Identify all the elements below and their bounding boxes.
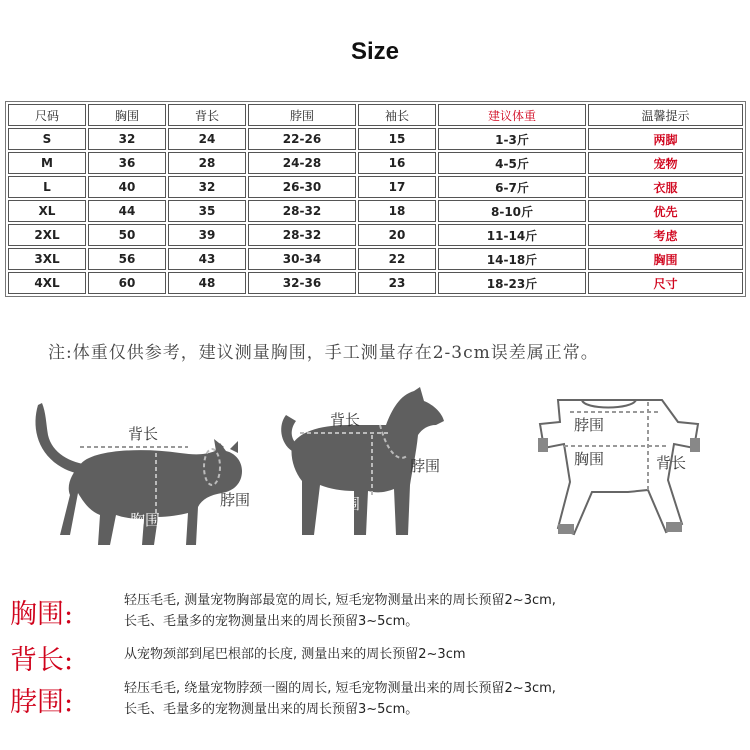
table-cell: 8-10斤 [438,200,586,222]
table-cell: L [8,176,86,198]
table-row [8,248,743,270]
definition-line: 长毛、毛量多的宠物测量出来的周长预留3~5cm。 [124,614,419,629]
table-cell: 20 [358,224,436,246]
table-cell: 衣服 [588,176,743,198]
table-row [8,152,743,174]
table-cell: 11-14斤 [438,224,586,246]
table-cell: 28-32 [248,200,356,222]
size-table [5,101,746,297]
garment-chest-label: 胸围 [574,450,605,468]
table-cell: 1-3斤 [438,128,586,150]
table-cell: 两脚 [588,128,743,150]
table-cell: 15 [358,128,436,150]
garment-figure [518,388,718,553]
definition-line: 轻压毛毛, 绕量宠物脖颈一圈的周长, 短毛宠物测量出来的周长预留2~3cm, [124,681,556,696]
dog-back-label: 背长 [330,411,361,429]
table-cell: 4XL [8,272,86,294]
table-cell: 56 [88,248,166,270]
table-cell: XL [8,200,86,222]
table-cell: 23 [358,272,436,294]
table-row [8,224,743,246]
table-cell: 30-34 [248,248,356,270]
garment-neck-label: 脖围 [574,416,605,434]
table-cell: 4-5斤 [438,152,586,174]
header-neck: 脖围 [248,104,356,126]
table-cell: 43 [168,248,246,270]
definition-neck [10,676,740,726]
table-cell: 14-18斤 [438,248,586,270]
definition-term: 胸围: [10,599,74,630]
table-cell: 24-28 [248,152,356,174]
header-back: 背长 [168,104,246,126]
page-title: Size [350,38,400,65]
table-cell: 44 [88,200,166,222]
table-cell: 39 [168,224,246,246]
definition-line: 从宠物颈部到尾巴根部的长度, 测量出来的周长预留2~3cm [124,647,466,662]
cat-neck-label: 脖围 [220,491,251,509]
table-row [8,272,743,294]
table-cell: 24 [168,128,246,150]
table-cell: 22-26 [248,128,356,150]
table-cell: 尺寸 [588,272,743,294]
definition-chest [10,588,740,634]
definition-text [124,644,466,665]
table-cell: 28-32 [248,224,356,246]
header-tip: 温馨提示 [588,104,743,126]
cat-back-label: 背长 [128,425,159,443]
table-cell: 16 [358,152,436,174]
table-cell: M [8,152,86,174]
header-chest: 胸围 [88,104,166,126]
table-header-row [8,104,743,126]
header-size: 尺码 [8,104,86,126]
dog-chest-label: 胸围 [330,495,361,513]
table-cell: 6-7斤 [438,176,586,198]
table-cell: 60 [88,272,166,294]
definition-text [124,590,556,632]
table-cell: 28 [168,152,246,174]
table-cell: 35 [168,200,246,222]
table-cell: 考虑 [588,224,743,246]
definition-term: 脖围: [10,687,74,718]
definition-line: 长毛、毛量多的宠物测量出来的周长预留3~5cm。 [124,702,419,717]
table-cell: 18 [358,200,436,222]
table-cell: S [8,128,86,150]
garment-back-label: 背长 [656,454,687,472]
definition-line: 轻压毛毛, 测量宠物胸部最宽的周长, 短毛宠物测量出来的周长预留2~3cm, [124,593,556,608]
table-cell: 48 [168,272,246,294]
measurement-note: 注:体重仅供参考，建议测量胸围，手工测量存在2-3cm误差属正常。 [48,343,599,363]
dog-figure [268,385,468,550]
table-cell: 22 [358,248,436,270]
dog-neck-label: 脖围 [410,457,441,475]
cat-figure [30,395,255,555]
table-cell: 50 [88,224,166,246]
definition-text [124,678,556,720]
table-row [8,128,743,150]
table-cell: 32 [88,128,166,150]
table-cell: 36 [88,152,166,174]
table-cell: 胸围 [588,248,743,270]
cat-chest-label: 胸围 [130,511,161,529]
definition-back [10,638,740,678]
table-row [8,176,743,198]
table-cell: 3XL [8,248,86,270]
table-cell: 32-36 [248,272,356,294]
table-cell: 2XL [8,224,86,246]
table-cell: 17 [358,176,436,198]
table-row [8,200,743,222]
table-cell: 32 [168,176,246,198]
table-cell: 18-23斤 [438,272,586,294]
table-cell: 26-30 [248,176,356,198]
table-cell: 40 [88,176,166,198]
header-sleeve: 袖长 [358,104,436,126]
table-cell: 优先 [588,200,743,222]
definition-term: 背长: [10,645,74,676]
header-weight: 建议体重 [438,104,586,126]
table-cell: 宠物 [588,152,743,174]
